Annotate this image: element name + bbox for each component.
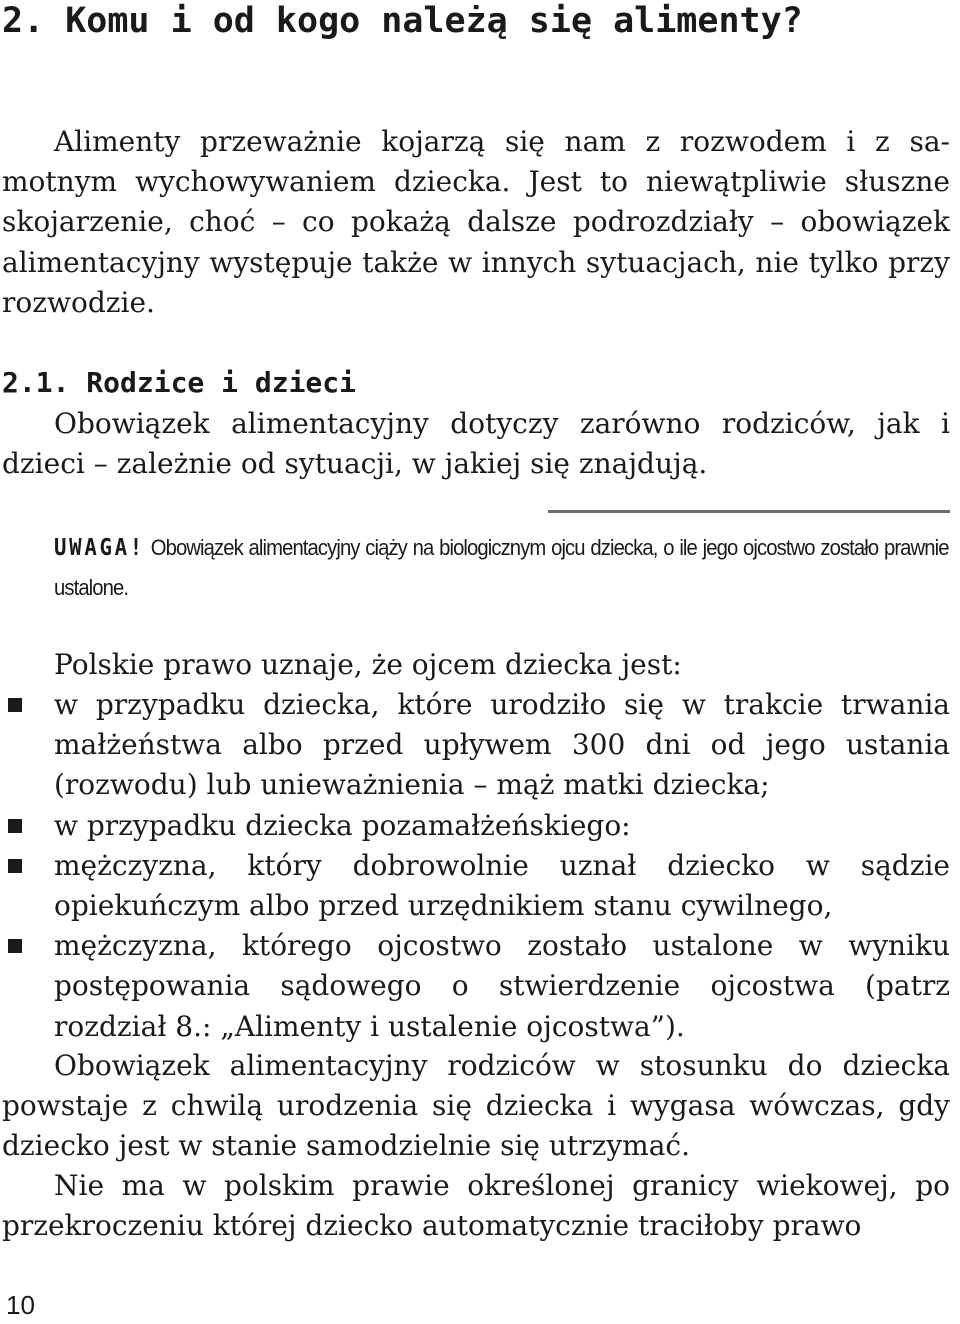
father-criteria-list [0, 685, 950, 1047]
section-paragraph: Obowiązek alimentacyjny dotyczy zarówno rodziców, jak i dzieci – zależnie od sytuacji, w jakiej się znajdują. [2, 407, 950, 481]
duty-paragraph: Obowiązek alimentacyjny rodziców w stosunku do dziecka powstaje z chwilą urodzenia się dziecka i wygasa wówczas, gdy dziecko jest w stanie samodzielnie się utrzymać. [2, 1049, 950, 1163]
note-text: Obowiązek alimentacyjny ciąży na biologicznym ojcu dziecka, o ile jego ojcostwo zostało prawnie ustalone. [54, 535, 949, 600]
list-item [0, 926, 950, 1047]
polish-law-paragraph: Polskie prawo uznaje, że ojcem dziecka jest: [54, 648, 682, 681]
list-item [0, 685, 950, 806]
note-divider [548, 510, 950, 513]
list-item-text: w przypadku dziecka, które urodziło się w trakcie trwania małżeństwa albo przed upływem 300 dni od jego ustania (rozwodu) lub unieważnienia – mąż matki dziecka; [54, 688, 950, 802]
list-item [0, 846, 950, 926]
intro-paragraph: Alimenty przeważnie kojarzą się nam z rozwodem i z samotnym wychowywaniem dziecka. Jest to niewątpliwie słuszne skojarzenie, choć – co pokażą dalsze podrozdziały – obowiązek alimentacyjny występuje także w innych sytuacjach, nie tylko przy rozwodzie. [2, 125, 950, 319]
age-limit-paragraph: Nie ma w polskim prawie określonej granicy wiekowej, po przekroczeniu której dziecko automatycznie traciłoby prawo [2, 1169, 950, 1243]
list-item [0, 806, 950, 846]
square-bullet-icon [8, 859, 22, 873]
list-item-text: mężczyzna, który dobrowolnie uznał dziecko w sądzie opiekuńczym albo przed urzędnikiem stanu cywilnego, [54, 848, 950, 923]
note-box [54, 528, 949, 608]
square-bullet-icon [8, 819, 22, 833]
section-title: 2.1. Rodzice i dzieci [2, 366, 357, 399]
list-item-text: w przypadku dziecka pozamałżeńskiego: [54, 808, 631, 842]
list-item-text: mężczyzna, którego ojcostwo zostało ustalone w wyniku postępowania sądowego o stwierdzenie ojcostwa (patrz rozdział 8.: „Alimenty i ustalenie ojcostwa”). [54, 929, 950, 1043]
square-bullet-icon [8, 939, 22, 953]
page-number: 10 [6, 1290, 35, 1320]
square-bullet-icon [8, 698, 22, 712]
chapter-title: 2. Komu i od kogo należą się alimenty? [2, 1, 803, 41]
note-label: UWAGA! [54, 535, 145, 561]
